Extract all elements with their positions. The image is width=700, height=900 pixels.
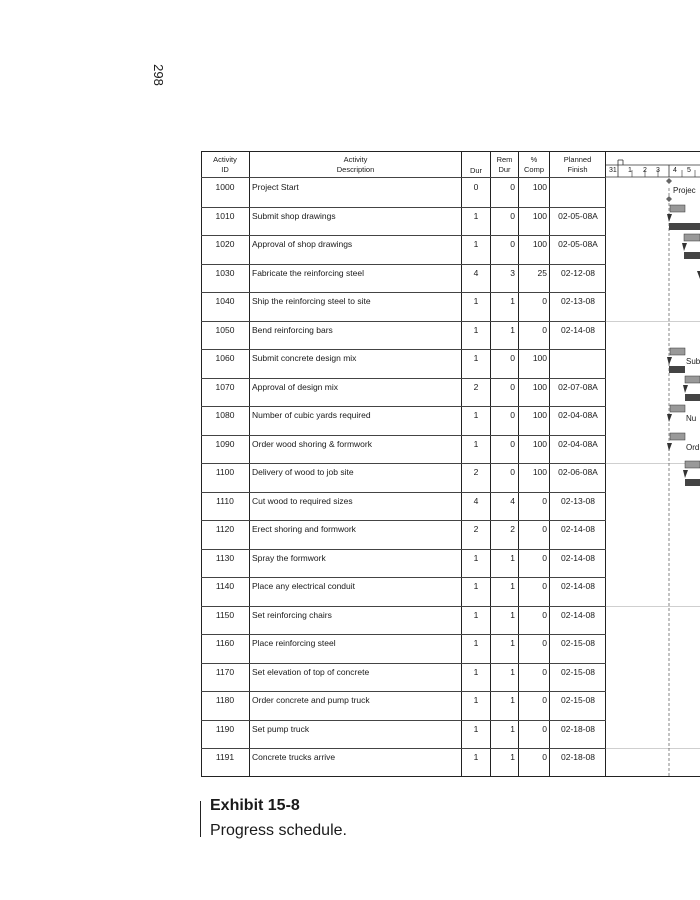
activity-id: 1160 [215, 638, 235, 648]
col-divider [249, 151, 250, 777]
activity-id: 1030 [215, 267, 235, 278]
remaining-duration: 3 [510, 267, 515, 278]
remaining-duration: 1 [510, 695, 515, 705]
planned-finish: 02-04-08A [558, 410, 598, 420]
percent-complete: 100 [532, 381, 547, 392]
row-divider [201, 435, 606, 436]
activity-id: 1000 [215, 182, 235, 192]
duration: 1 [473, 324, 479, 335]
activity-description: Bend reinforcing bars [252, 324, 333, 335]
remaining-duration: 1 [510, 723, 515, 734]
percent-complete: 0 [542, 581, 547, 591]
row-divider [201, 663, 606, 664]
activity-description: Submit concrete design mix [252, 353, 357, 363]
header-activity-id: Activity ID [213, 155, 237, 174]
duration: 1 [473, 552, 479, 563]
planned-finish: 02-15-08 [560, 695, 596, 705]
activity-description: Erect shoring and formwork [252, 524, 356, 534]
remaining-duration: 1 [510, 324, 515, 335]
gantt-label-project: Projec [673, 186, 696, 195]
remaining-duration: 1 [510, 752, 515, 762]
gantt-chart [606, 178, 700, 776]
activity-id: 1100 [215, 467, 235, 477]
percent-complete: 100 [532, 353, 547, 363]
percent-complete: 0 [542, 638, 547, 648]
remaining-duration: 2 [510, 524, 515, 534]
gantt-label-number: Nu [686, 414, 697, 423]
row-divider [201, 577, 606, 578]
activity-id: 1040 [215, 296, 235, 306]
percent-complete: 0 [542, 695, 547, 705]
header-description: Activity Description [336, 155, 375, 174]
activity-description: Project Start [252, 182, 299, 192]
planned-finish: 02-14-08 [560, 581, 596, 591]
header-planned-finish: Planned Finish [563, 155, 592, 174]
planned-finish: 02-15-08 [560, 638, 596, 648]
row-divider [201, 634, 606, 635]
row-divider [201, 235, 606, 236]
activity-description: Ship the reinforcing steel to site [252, 296, 371, 306]
duration: 2 [473, 381, 479, 392]
planned-finish: 02-14-08 [560, 609, 596, 620]
activity-id: 1110 [216, 495, 234, 506]
planned-finish: 02-18-08 [560, 723, 596, 734]
activity-id: 1060 [215, 353, 235, 363]
remaining-duration: 0 [510, 438, 515, 449]
percent-complete: 0 [542, 296, 547, 306]
percent-complete: 0 [542, 723, 547, 734]
remaining-duration: 1 [510, 552, 515, 563]
row-divider [201, 691, 606, 692]
remaining-duration: 0 [510, 239, 515, 249]
row-divider [201, 378, 606, 379]
remaining-duration: 0 [510, 467, 515, 477]
planned-finish: 02-14-08 [560, 552, 596, 563]
percent-complete: 100 [532, 410, 547, 420]
milestone-marker [666, 178, 672, 184]
percent-complete: 25 [537, 267, 547, 278]
duration: 2 [473, 467, 479, 477]
duration: 1 [473, 609, 479, 620]
activity-description: Order concrete and pump truck [252, 695, 370, 705]
activity-description: Number of cubic yards required [252, 410, 371, 420]
activity-description: Cut wood to required sizes [252, 495, 353, 506]
percent-complete: 100 [532, 210, 547, 221]
activity-id: 1050 [215, 324, 235, 335]
activity-id: 1070 [215, 381, 235, 392]
percent-complete: 0 [542, 666, 547, 677]
activity-description: Place reinforcing steel [252, 638, 336, 648]
duration: 1 [473, 723, 479, 734]
row-divider [201, 606, 606, 607]
duration: 1 [473, 638, 479, 648]
row-divider [201, 720, 606, 721]
gantt-label-submit: Sub [686, 357, 700, 366]
caption-rule [200, 801, 201, 837]
activity-id: 1170 [215, 666, 235, 677]
activity-description: Set elevation of top of concrete [252, 666, 370, 677]
exhibit-subtitle: Progress schedule. [210, 822, 347, 839]
duration: 1 [473, 752, 479, 762]
activity-id: 1020 [215, 239, 235, 249]
percent-complete: 100 [532, 239, 547, 249]
planned-finish: 02-14-08 [560, 524, 596, 534]
planned-finish: 02-05-08A [558, 210, 598, 221]
remaining-duration: 0 [510, 410, 515, 420]
remaining-duration: 1 [510, 609, 515, 620]
percent-complete: 0 [542, 552, 547, 563]
row-divider [201, 748, 606, 749]
remaining-duration: 1 [510, 581, 515, 591]
row-divider [201, 264, 606, 265]
row-divider [201, 463, 606, 464]
row-divider [201, 492, 606, 493]
planned-finish: 02-04-08A [558, 438, 598, 449]
row-divider [201, 207, 606, 208]
percent-complete: 100 [532, 182, 547, 192]
planned-finish: 02-13-08 [560, 296, 596, 306]
planned-finish: 02-15-08 [560, 666, 596, 677]
planned-finish: 02-14-08 [560, 324, 596, 335]
duration: 1 [473, 438, 479, 449]
planned-finish: 02-13-08 [560, 495, 596, 506]
duration: 2 [473, 524, 479, 534]
remaining-duration: 0 [510, 182, 515, 192]
activity-description: Order wood shoring & formwork [252, 438, 372, 449]
duration: 1 [473, 666, 479, 677]
activity-description: Set reinforcing chairs [252, 609, 332, 620]
row-divider [201, 349, 606, 350]
activity-id: 1140 [215, 581, 235, 591]
exhibit-title: Exhibit 15-8 [210, 797, 300, 814]
header-pct-comp: % Comp [523, 155, 544, 174]
remaining-duration: 0 [510, 381, 515, 392]
duration: 0 [473, 182, 479, 192]
duration: 4 [473, 495, 479, 506]
percent-complete: 0 [542, 524, 547, 534]
activity-id: 1130 [215, 552, 235, 563]
gantt-label-order: Ord [686, 443, 700, 452]
activity-id: 1120 [215, 524, 235, 534]
activity-description: Approval of design mix [252, 381, 338, 392]
duration: 4 [473, 267, 479, 278]
duration: 1 [473, 296, 479, 306]
row-divider [201, 292, 606, 293]
page-number: 298 [151, 64, 166, 86]
gantt-timescale [606, 152, 700, 178]
activity-id: 1090 [215, 438, 235, 449]
duration: 1 [473, 210, 479, 221]
percent-complete: 0 [542, 752, 547, 762]
activity-id: 1190 [215, 723, 235, 734]
duration: 1 [473, 353, 479, 363]
row-divider [201, 520, 606, 521]
percent-complete: 0 [542, 609, 547, 620]
header-dur: Dur [469, 166, 483, 175]
activity-description: Concrete trucks arrive [252, 752, 336, 762]
header-divider [201, 177, 606, 178]
col-divider [461, 151, 462, 777]
planned-finish: 02-05-08A [558, 239, 598, 249]
remaining-duration: 1 [510, 638, 515, 648]
activity-id: 1191 [215, 752, 235, 762]
row-divider [201, 321, 606, 322]
activity-description: Place any electrical conduit [252, 581, 356, 591]
activity-description: Fabricate the reinforcing steel [252, 267, 364, 278]
duration: 1 [473, 239, 479, 249]
activity-id: 1180 [215, 695, 235, 705]
percent-complete: 100 [532, 467, 547, 477]
header-rem-dur: Rem Dur [496, 155, 513, 174]
remaining-duration: 1 [510, 296, 515, 306]
activity-id: 1080 [215, 410, 235, 420]
percent-complete: 0 [542, 495, 547, 506]
remaining-duration: 1 [510, 666, 515, 677]
row-divider [201, 406, 606, 407]
planned-finish: 02-12-08 [560, 267, 596, 278]
activity-description: Submit shop drawings [252, 210, 336, 221]
row-divider [201, 549, 606, 550]
activity-id: 1150 [215, 609, 235, 620]
planned-finish: 02-06-08A [558, 467, 598, 477]
remaining-duration: 4 [510, 495, 515, 506]
duration: 1 [473, 410, 479, 420]
activity-description: Approval of shop drawings [252, 239, 353, 249]
duration: 1 [473, 581, 479, 591]
activity-description: Delivery of wood to job site [252, 467, 354, 477]
remaining-duration: 0 [510, 210, 515, 221]
activity-id: 1010 [215, 210, 235, 221]
planned-finish: 02-18-08 [560, 752, 596, 762]
activity-description: Spray the formwork [252, 552, 326, 563]
percent-complete: 0 [542, 324, 547, 335]
remaining-duration: 0 [510, 353, 515, 363]
planned-finish: 02-07-08A [558, 381, 598, 392]
duration: 1 [473, 695, 479, 705]
percent-complete: 100 [532, 438, 547, 449]
activity-description: Set pump truck [252, 723, 310, 734]
